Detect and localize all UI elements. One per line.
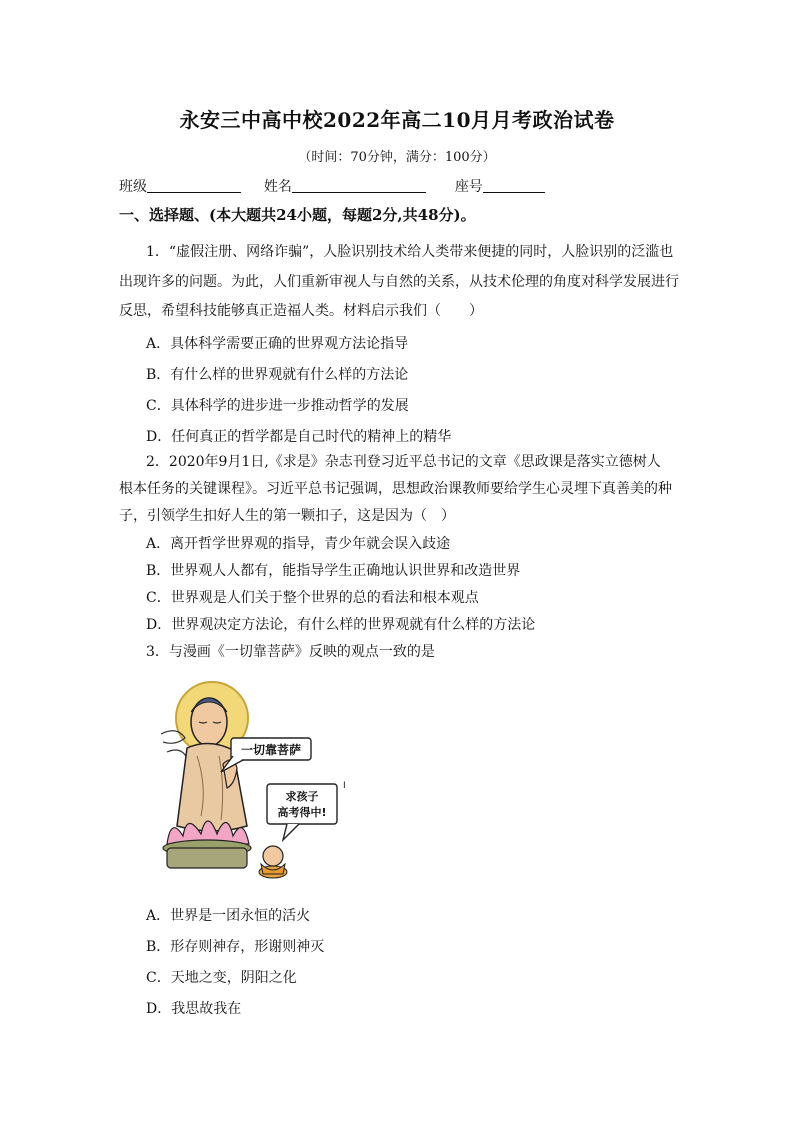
q2-option-b[interactable]: B．世界观人人都有，能指导学生正确地认识世界和改造世界 — [146, 563, 521, 579]
speech-bubble-right-line1: 求孩子 — [285, 790, 319, 803]
q3-option-d[interactable]: D．我思故我在 — [146, 1001, 242, 1017]
q1-option-c[interactable]: C．具体科学的进步进一步推动哲学的发展 — [146, 398, 409, 414]
student-info-line — [119, 176, 545, 196]
speech-bubble-left-text: 一切靠菩萨 — [240, 743, 302, 757]
q1-stem-line3: 反思，希望科技能够真正造福人类。材料启示我们（ ） — [119, 303, 483, 319]
q1-stem-line1: 1．“虚假注册、网络诈骗”，人脸识别技术给人类带来便捷的同时，人脸识别的泛滥也 — [146, 244, 674, 260]
q2-stem-line2: 根本任务的关键课程》。习近平总书记强调，思想政治课教师要给学生心灵埋下真善美的种 — [119, 481, 672, 497]
buddha-cartoon — [157, 676, 347, 886]
wind-lines — [161, 731, 187, 758]
name-label: 姓名 — [263, 179, 292, 195]
exam-title: 永安三中高中校2022年高二10月月考政治试卷 — [179, 108, 615, 132]
section-heading: 一、选择题、(本大题共24小题，每题2分,共48分)。 — [119, 206, 476, 224]
seat-label: 座号 — [454, 179, 483, 195]
q1-option-b[interactable]: B．有什么样的世界观就有什么样的方法论 — [146, 367, 409, 383]
q2-option-d[interactable]: D．世界观决定方法论，有什么样的世界观就有什么样的方法论 — [146, 617, 536, 633]
exam-subtitle: （时间：70分钟，满分：100分） — [298, 150, 496, 165]
q3-option-b[interactable]: B．形存则神存，形谢则神灭 — [146, 939, 325, 955]
q2-option-a[interactable]: A．离开哲学世界观的指导，青少年就会误入歧途 — [146, 536, 451, 552]
q1-option-a[interactable]: A．具体科学需要正确的世界观方法论指导 — [146, 336, 409, 352]
class-label: 班级 — [119, 179, 147, 195]
svg-text:I: I — [343, 781, 346, 791]
class-blank[interactable] — [147, 178, 241, 193]
seat-blank[interactable] — [483, 178, 545, 193]
q2-stem-line1: 2．2020年9月1日,《求是》杂志刊登习近平总书记的文章《思政课是落实立德树人 — [146, 454, 661, 470]
q1-stem-line2: 出现许多的问题。为此，人们重新审视人与自然的关系，从技术伦理的角度对科学发展进行 — [119, 274, 679, 290]
q3-stem: 3．与漫画《一切靠菩萨》反映的观点一致的是 — [146, 644, 435, 660]
q2-stem-line3: 子，引领学生扣好人生的第一颗扣子，这是因为（ ） — [119, 508, 455, 524]
name-blank[interactable] — [292, 178, 426, 193]
q1-option-d[interactable]: D．任何真正的哲学都是自己时代的精神上的精华 — [146, 429, 452, 445]
q3-option-c[interactable]: C．天地之变，阴阳之化 — [146, 970, 297, 986]
speech-bubble-right-line2: 高考得中! — [277, 806, 327, 819]
q3-option-a[interactable]: A．世界是一团永恒的活火 — [146, 908, 311, 924]
monk-head — [263, 846, 283, 866]
q2-option-c[interactable]: C．世界观是人们关于整个世界的总的看法和根本观点 — [146, 590, 479, 606]
